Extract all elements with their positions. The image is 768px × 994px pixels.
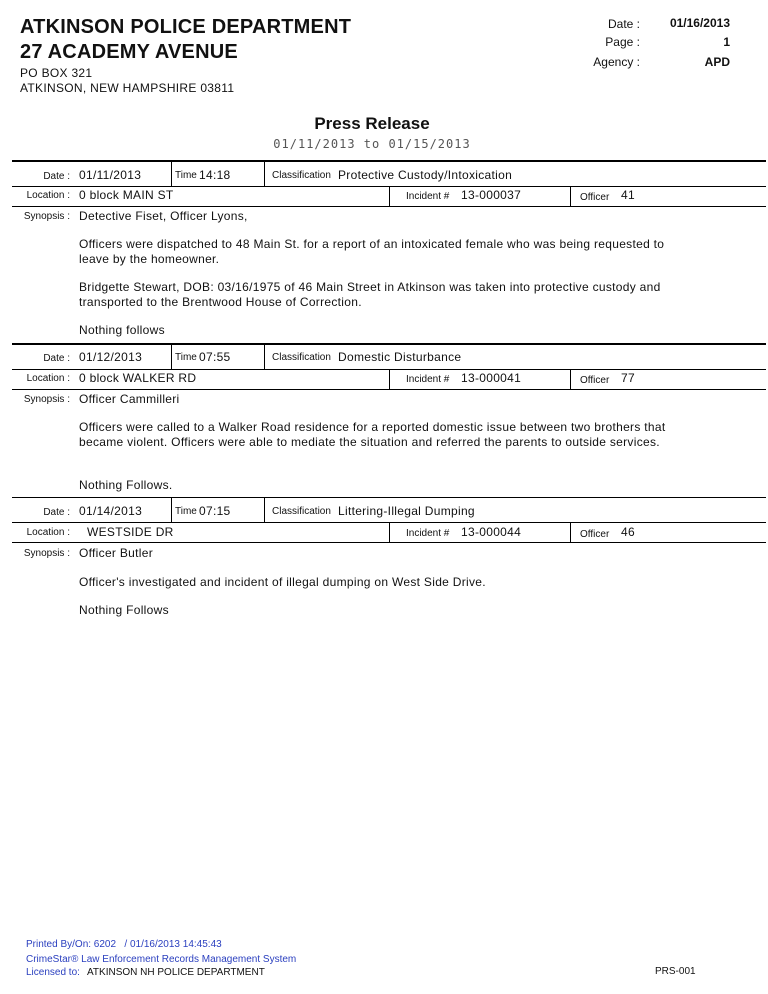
divider [12, 389, 766, 390]
printed-by: Printed By/On: 6202 / 01/16/2013 14:45:43 [26, 939, 222, 950]
incident-classification: Littering-Illegal Dumping [338, 504, 475, 518]
incident-time: 07:55 [199, 350, 231, 364]
classification-label: Classification [272, 352, 331, 363]
synopsis-paragraph: Officers were dispatched to 48 Main St. for a report of an intoxicated female who was being requested to leave by the homeowner. [79, 237, 665, 266]
divider [12, 497, 766, 498]
licensed-label: Licensed to: [26, 967, 80, 978]
incident-number-label: Incident # [406, 374, 450, 385]
incident-location: WESTSIDE DR [87, 525, 174, 539]
divider [12, 343, 766, 345]
synopsis-label: Synopsis : [23, 211, 70, 222]
cell-border [570, 523, 571, 542]
location-label: Location : [26, 190, 70, 201]
agency-city: ATKINSON, NEW HAMPSHIRE 03811 [20, 81, 235, 95]
officer-label: Officer [580, 529, 610, 540]
date-range: 01/11/2013 to 01/15/2013 [273, 137, 471, 151]
incident-location: 0 block WALKER RD [79, 371, 197, 385]
agency-street: 27 ACADEMY AVENUE [20, 41, 238, 63]
cell-border [570, 187, 571, 206]
page-label: Page : [605, 35, 640, 49]
incident-number: 13-000044 [461, 525, 522, 539]
synopsis-paragraph: Nothing Follows [79, 603, 169, 617]
location-label: Location : [26, 527, 70, 538]
system-name: CrimeStar® Law Enforcement Records Management System [26, 954, 297, 965]
officer-label: Officer [580, 375, 610, 386]
cell-border [389, 523, 390, 542]
synopsis-paragraph: Nothing Follows. [79, 478, 173, 492]
incident-time: 07:15 [199, 504, 231, 518]
officer-label: Officer [580, 192, 610, 203]
incident-date: 01/11/2013 [79, 168, 142, 182]
incident-number: 13-000037 [461, 188, 522, 202]
synopsis-paragraph: Bridgette Stewart, DOB: 03/16/1975 of 46 Main Street in Atkinson was taken into protective custody and transported to the Brentwood House of Correction. [79, 280, 661, 309]
page-value: 1 [723, 35, 730, 49]
incident-classification: Domestic Disturbance [338, 350, 462, 364]
classification-label: Classification [272, 170, 331, 181]
date-value: 01/16/2013 [669, 16, 730, 30]
synopsis-paragraph: Officers were called to a Walker Road residence for a reported domestic issue between two brothers that became violent. Officers were able to mediate the situation and referred the parents to outside services. [79, 420, 666, 449]
date-label: Date : [607, 17, 640, 31]
agency-label: Agency : [593, 55, 640, 69]
date-field-label: Date : [43, 171, 70, 182]
time-field-label: Time [175, 352, 197, 363]
incident-date: 01/12/2013 [79, 350, 143, 364]
licensed-to: ATKINSON NH POLICE DEPARTMENT [87, 967, 265, 978]
synopsis-label: Synopsis : [23, 394, 70, 405]
date-field-label: Date : [43, 353, 70, 364]
agency-name: ATKINSON POLICE DEPARTMENT [20, 16, 352, 38]
date-field-label: Date : [43, 507, 70, 518]
cell-border [570, 370, 571, 389]
synopsis-heading: Officer Butler [79, 546, 154, 560]
cell-border [264, 498, 265, 522]
incident-date: 01/14/2013 [79, 504, 143, 518]
cell-border [264, 162, 265, 186]
cell-border [171, 498, 172, 522]
incident-location: 0 block MAIN ST [79, 188, 174, 202]
officer-number: 46 [621, 525, 635, 539]
divider [12, 542, 766, 543]
form-code: PRS-001 [655, 966, 696, 977]
incident-number-label: Incident # [406, 528, 450, 539]
officer-number: 41 [621, 188, 635, 202]
cell-border [171, 162, 172, 186]
location-label: Location : [26, 373, 70, 384]
synopsis-heading: Officer Cammilleri [79, 392, 180, 406]
cell-border [389, 187, 390, 206]
synopsis-label: Synopsis : [23, 548, 70, 559]
synopsis-paragraph: Nothing follows [79, 323, 165, 337]
synopsis-paragraph: Officer's investigated and incident of illegal dumping on West Side Drive. [79, 575, 486, 589]
time-field-label: Time [175, 506, 197, 517]
incident-number-label: Incident # [406, 191, 450, 202]
divider [12, 206, 766, 207]
incident-number: 13-000041 [461, 371, 522, 385]
cell-border [389, 370, 390, 389]
incident-time: 14:18 [199, 168, 231, 182]
synopsis-heading: Detective Fiset, Officer Lyons, [79, 209, 248, 223]
incident-classification: Protective Custody/Intoxication [338, 168, 513, 182]
page-title: Press Release [314, 114, 430, 133]
divider [12, 160, 766, 162]
agency-value: APD [704, 55, 730, 69]
time-field-label: Time [175, 170, 197, 181]
cell-border [264, 345, 265, 369]
classification-label: Classification [272, 506, 331, 517]
agency-po-box: PO BOX 321 [20, 66, 93, 80]
cell-border [171, 345, 172, 369]
officer-number: 77 [621, 371, 635, 385]
